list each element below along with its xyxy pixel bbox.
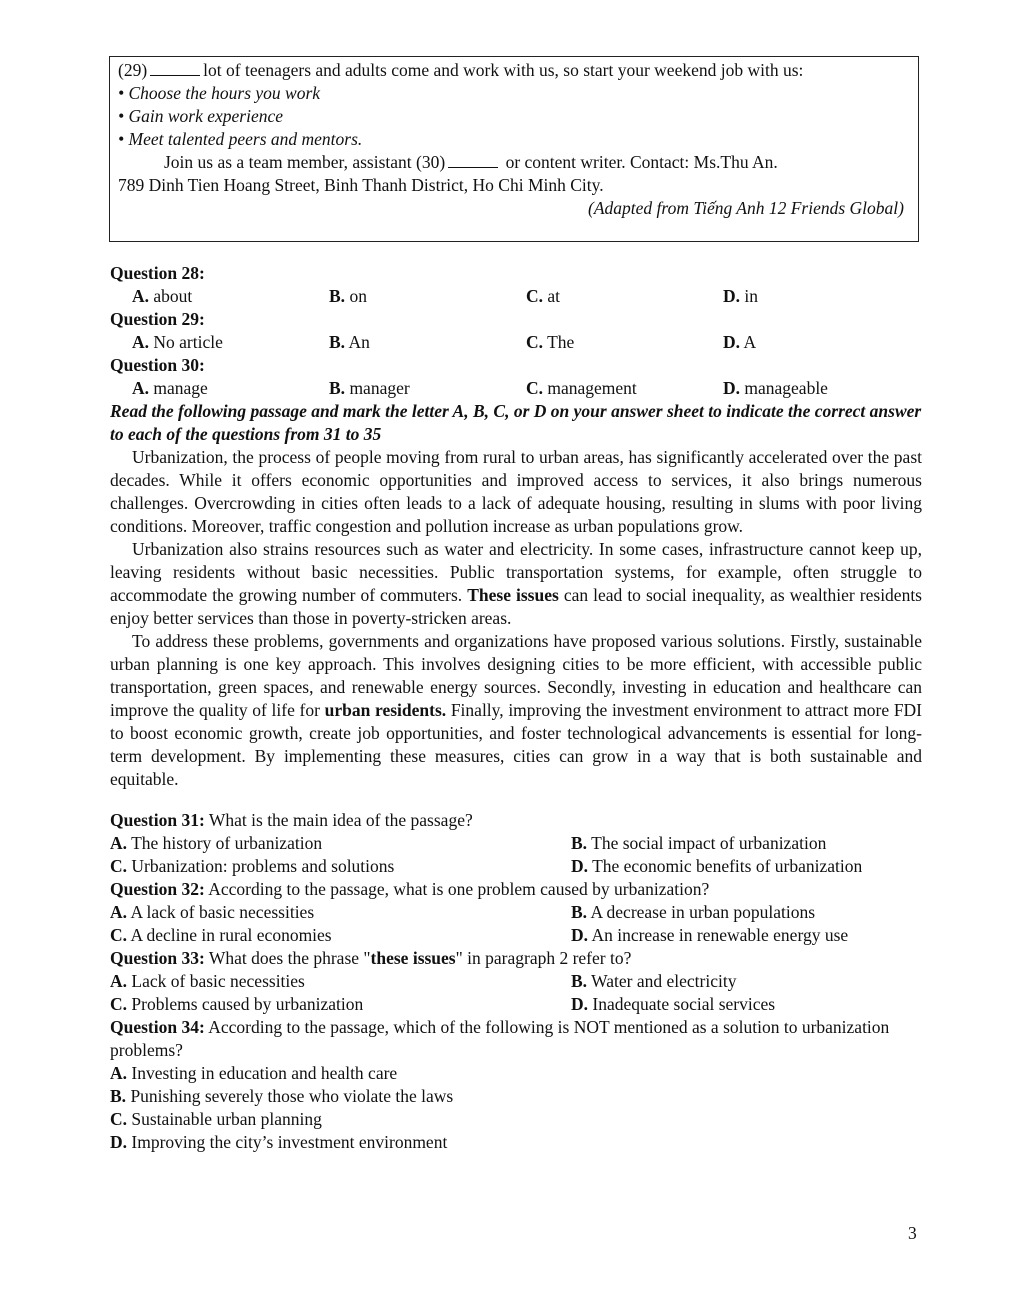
question-31: Question 31: What is the main idea of the passage? xyxy=(110,810,473,830)
option-d: D. The economic benefits of urbanization xyxy=(571,856,863,876)
option-c: C. The xyxy=(526,332,575,352)
option-d: D. in xyxy=(723,286,759,306)
advert-box xyxy=(109,56,919,242)
option-a: A. Lack of basic necessities xyxy=(110,971,305,991)
passage-paragraph-2: Urbanization also strains resources such as water and electricity. In some cases, infrastructure cannot keep up, leaving residents without basic necessities. Public transportation systems, for example, often struggle to accommodate the growing number of commuters. These issues can lead to social inequality, as wealthier residents enjoy better services than those in poverty-stricken areas. xyxy=(110,539,922,628)
passage-paragraph-1: Urbanization, the process of people moving from rural to urban areas, has significantly accelerated over the past decades. While it offers economic opportunities and improved access to services, it also brings numerous challenges. Overcrowding in cities often leads to a lack of adequate housing, resulting in slums with poor living conditions. Moreover, traffic congestion and pollution increase as urban populations grow. xyxy=(110,447,922,536)
option-b: B. A decrease in urban populations xyxy=(571,902,816,922)
question-31-options-row-1 xyxy=(110,832,922,855)
question-33: Question 33: What does the phrase "these issues" in paragraph 2 refer to? xyxy=(110,948,632,968)
page-number: 3 xyxy=(908,1223,917,1243)
option-d: D. Improving the city’s investment environment xyxy=(110,1132,448,1152)
question-30-head: Question 30: xyxy=(110,355,205,375)
box-address: 789 Dinh Tien Hoang Street, Binh Thanh District, Ho Chi Minh City. xyxy=(118,175,604,195)
option-c: C. Problems caused by urbanization xyxy=(110,994,364,1014)
option-c: C. Urbanization: problems and solutions xyxy=(110,856,395,876)
option-c: C. at xyxy=(526,286,561,306)
option-c: C. Sustainable urban planning xyxy=(110,1109,322,1129)
question-28-options xyxy=(110,285,922,308)
highlight-urban-residents: urban residents. xyxy=(324,700,447,720)
option-b: B. Punishing severely those who violate the laws xyxy=(110,1086,454,1106)
bullet-2: • Gain work experience xyxy=(118,106,284,126)
option-b: B. Water and electricity xyxy=(571,971,737,991)
option-c: C. A decline in rural economies xyxy=(110,925,332,945)
box-line-30: Join us as a team member, assistant (30) or content writer. Contact: Ms.Thu An. xyxy=(164,152,778,172)
question-33-options-row-1 xyxy=(110,970,922,993)
option-a: A. about xyxy=(132,286,193,306)
question-31-options-row-2 xyxy=(110,855,922,878)
option-d: D. A xyxy=(723,332,757,352)
option-a: A. Investing in education and health care xyxy=(110,1063,398,1083)
blank-30 xyxy=(448,153,498,168)
question-33-options-row-2 xyxy=(110,993,922,1016)
box-line-29: (29) lot of teenagers and adults come and work with us, so start your weekend job with us: xyxy=(118,60,804,80)
question-30-options xyxy=(110,377,922,400)
option-b: B. manager xyxy=(329,378,410,398)
box-source: (Adapted from Tiếng Anh 12 Friends Global) xyxy=(588,198,904,218)
reading-instruction: Read the following passage and mark the letter A, B, C, or D on your answer sheet to indicate the correct answer to each of the questions from 31 to 35 xyxy=(110,401,922,444)
exam-page xyxy=(110,56,922,1154)
question-32: Question 32: According to the passage, what is one problem caused by urbanization? xyxy=(110,879,710,899)
option-c: C. management xyxy=(526,378,637,398)
highlight-these-issues: These issues xyxy=(467,585,559,605)
question-29-options xyxy=(110,331,922,354)
bullet-1: • Choose the hours you work xyxy=(118,83,321,103)
option-a: A. manage xyxy=(132,378,208,398)
question-32-options-row-2 xyxy=(110,924,922,947)
passage-paragraph-3: To address these problems, governments and organizations have proposed various solutions. Firstly, sustainable urban planning is one key approach. This involves designing cities to be more efficient, with accessible public transportation, green spaces, and renewable energy sources. Secondly, investing in education and healthcare can improve the quality of life for urban residents. Finally, improving the investment environment to attract more FDI to boost economic growth, create job opportunities, and foster technological advancements is essential for long-term development. By implementing these measures, cities can grow in a way that is both sustainable and equitable. xyxy=(110,631,923,789)
question-32-options-row-1 xyxy=(110,901,922,924)
option-b: B. The social impact of urbanization xyxy=(571,833,827,853)
blank-29 xyxy=(150,61,200,76)
option-d: D. An increase in renewable energy use xyxy=(571,925,849,945)
option-b: B. An xyxy=(329,332,370,352)
option-a: A. The history of urbanization xyxy=(110,833,323,853)
option-a: A. A lack of basic necessities xyxy=(110,902,315,922)
option-b: B. on xyxy=(329,286,367,306)
question-28-head: Question 28: xyxy=(110,263,205,283)
option-a: A. No article xyxy=(132,332,223,352)
question-29-head: Question 29: xyxy=(110,309,205,329)
bullet-3: • Meet talented peers and mentors. xyxy=(118,129,363,149)
option-d: D. manageable xyxy=(723,378,828,398)
question-34: Question 34: According to the passage, which of the following is NOT mentioned as a solution to urbanization problems? xyxy=(110,1017,890,1060)
option-d: D. Inadequate social services xyxy=(571,994,776,1014)
